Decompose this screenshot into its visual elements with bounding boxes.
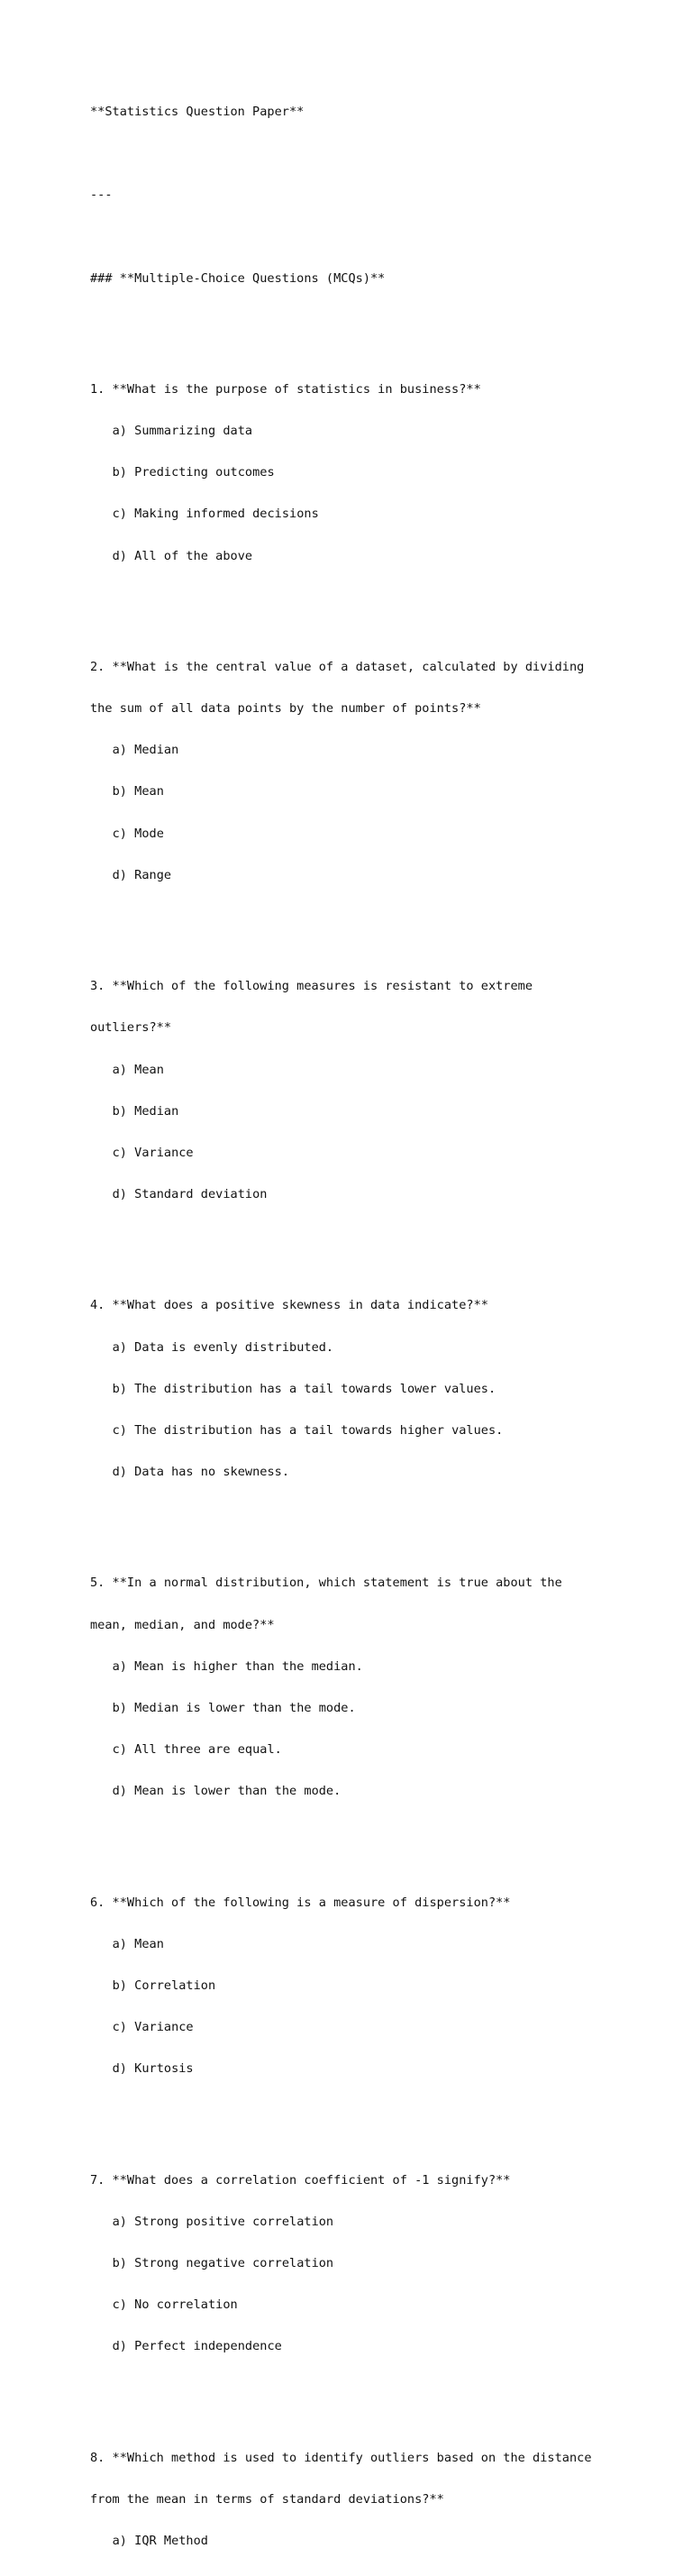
question-2-text-line-2: the sum of all data points by the number of points?** — [90, 701, 481, 717]
question-8-option-a: a) IQR Method — [112, 2534, 208, 2549]
blank-line — [90, 2382, 667, 2396]
blank-line — [90, 1827, 667, 1841]
question-5-text-line-1: 5. **In a normal distribution, which statement is true about the — [90, 1576, 562, 1591]
question-7-option-d: d) Perfect independence — [112, 2339, 282, 2354]
question-7-option-c: c) No correlation — [112, 2297, 238, 2313]
question-7-text: 7. **What does a correlation coefficient of -1 signify?** — [90, 2172, 511, 2188]
question-3-option-a: a) Mean — [112, 1062, 164, 1077]
question-4-option-a: a) Data is evenly distributed. — [112, 1339, 334, 1355]
question-4-option-c: c) The distribution has a tail towards higher values. — [112, 1422, 504, 1438]
question-1-option-c: c) Making informed decisions — [112, 507, 319, 522]
blank-line — [90, 147, 667, 160]
question-6-option-b: b) Correlation — [112, 1978, 216, 1994]
question-3-option-d: d) Standard deviation — [112, 1187, 268, 1202]
blank-line — [90, 230, 667, 243]
question-4-option-b: b) The distribution has a tail towards lower values. — [112, 1381, 496, 1396]
question-5-option-a: a) Mean is higher than the median. — [112, 1658, 363, 1674]
blank-line — [90, 910, 667, 924]
blank-line — [90, 1229, 667, 1243]
question-7-option-a: a) Strong positive correlation — [112, 2214, 334, 2229]
question-3-option-b: b) Median — [112, 1103, 179, 1119]
blank-line — [90, 1507, 667, 1521]
question-7-option-b: b) Strong negative correlation — [112, 2256, 334, 2271]
question-5-option-d: d) Mean is lower than the mode. — [112, 1784, 341, 1799]
question-6-text: 6. **Which of the following is a measure of dispersion?** — [90, 1895, 511, 1910]
question-6-option-a: a) Mean — [112, 1936, 164, 1951]
blank-line — [90, 314, 667, 327]
question-3-option-c: c) Variance — [112, 1145, 194, 1160]
question-4-option-d: d) Data has no skewness. — [112, 1465, 290, 1480]
document-title: **Statistics Question Paper** — [90, 104, 305, 119]
question-2-text-line-1: 2. **What is the central value of a dataset, calculated by dividing — [90, 659, 585, 674]
question-6-option-d: d) Kurtosis — [112, 2061, 194, 2077]
question-1-option-b: b) Predicting outcomes — [112, 465, 275, 480]
question-2-option-a: a) Median — [112, 743, 179, 758]
question-5-text-line-2: mean, median, and mode?** — [90, 1617, 275, 1632]
question-3-text-line-1: 3. **Which of the following measures is resistant to extreme — [90, 979, 533, 994]
question-6-option-c: c) Variance — [112, 2020, 194, 2035]
question-1-text: 1. **What is the purpose of statistics in business?** — [90, 381, 481, 397]
question-3-text-line-2: outliers?** — [90, 1020, 172, 1036]
question-2-option-d: d) Range — [112, 867, 172, 882]
separator-line: --- — [90, 187, 113, 203]
blank-line — [90, 2105, 667, 2118]
question-5-option-c: c) All three are equal. — [112, 1742, 282, 1758]
question-1-option-d: d) All of the above — [112, 548, 253, 563]
blank-line — [90, 591, 667, 605]
question-2-option-c: c) Mode — [112, 826, 164, 841]
question-8-text-line-2: from the mean in terms of standard deviations?** — [90, 2491, 444, 2507]
question-8-text-line-1: 8. **Which method is used to identify outliers based on the distance — [90, 2450, 592, 2465]
section-heading: ### **Multiple-Choice Questions (MCQs)** — [90, 270, 386, 286]
question-4-text: 4. **What does a positive skewness in data indicate?** — [90, 1298, 488, 1313]
question-1-option-a: a) Summarizing data — [112, 424, 253, 439]
question-5-option-b: b) Median is lower than the mode. — [112, 1700, 356, 1715]
question-2-option-b: b) Mean — [112, 784, 164, 799]
document-text — [90, 78, 667, 2576]
